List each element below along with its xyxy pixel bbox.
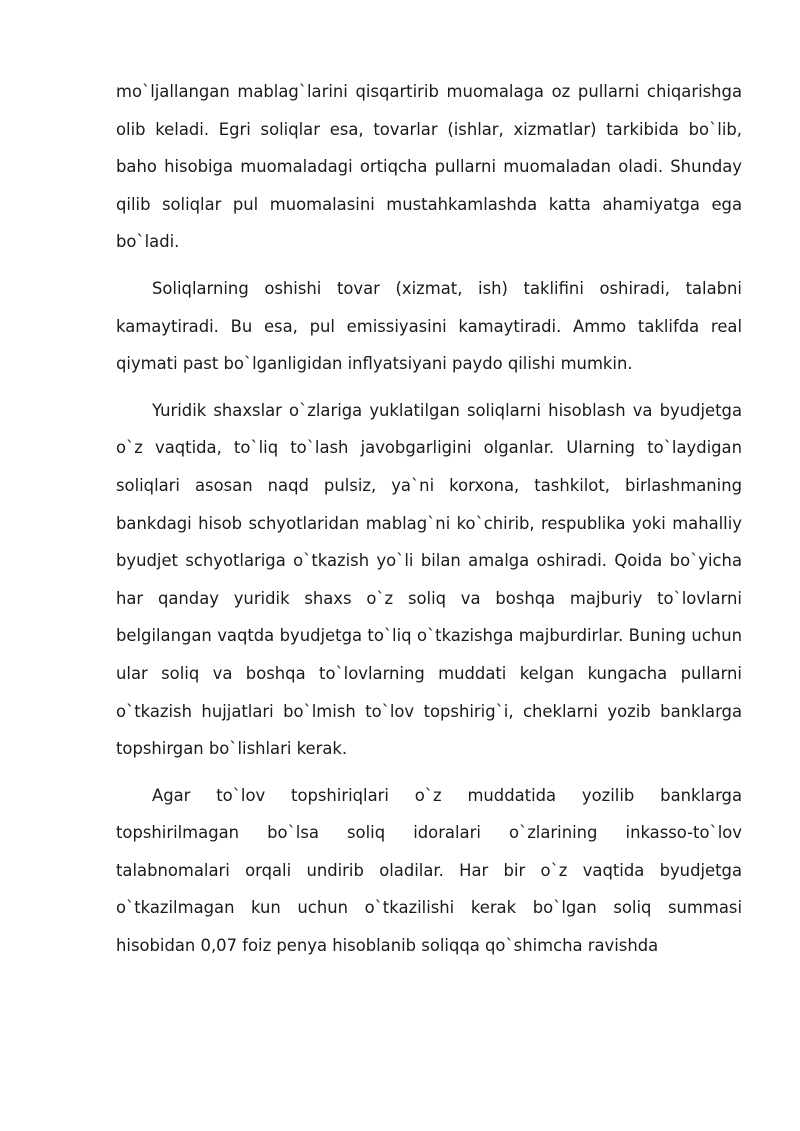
paragraph-2: Soliqlarning oshishi tovar (xizmat, ish) taklifini oshiradi, talabni kamaytiradi. Bu esa, pul emissiyasini kamaytiradi. Ammo taklifda real qiymati past bo`lganligidan inflyatsiyani paydo qilishi mumkin. xyxy=(116,278,742,374)
document-page xyxy=(116,73,742,974)
paragraph-4: Agar to`lov topshiriqlari o`z muddatida yozilib banklarga topshirilmagan bo`lsa soliq idoralari o`zlarining inkasso-to`lov talabnomalari orqali undirib oladilar. Har bir o`z vaqtida byudjetga o`tkazilmagan kun uchun o`tkazilishi kerak bo`lgan soliq summasi hisobidan 0,07 foiz penya hisoblanib soliqqa qo`shimcha ravishda xyxy=(116,785,742,956)
paragraph-3: Yuridik shaxslar o`zlariga yuklatilgan soliqlarni hisoblash va byudjetga o`z vaqtida, to`liq to`lash javobgarligini olganlar. Ularning to`laydigan soliqlari asosan naqd pulsiz, ya`ni korxona, tashkilot, birlashmaning bankdagi hisob schyotlaridan mablag`ni ko`chirib, respublika yoki mahalliy byudjet schyotlariga o`tkazish yo`li bilan amalga oshiradi. Qoida bo`yicha har qanday yuridik shaxs o`z soliq va boshqa majburiy to`lovlarni belgilangan vaqtda byudjetga to`liq o`tkazishga majburdirlar. Buning uchun ular soliq va boshqa to`lovlarning muddati kelgan kungacha pullarni o`tkazish hujjatlari bo`lmish to`lov topshirig`i, cheklarni yozib banklarga topshirgan bo`lishlari kerak. xyxy=(116,400,742,759)
paragraph-1: mo`ljallangan mablag`larini qisqartirib muomalaga oz pullarni chiqarishga olib keladi. Egri soliqlar esa, tovarlar (ishlar, xizmatlar) tarkibida bo`lib, baho hisobiga muomaladagi ortiqcha pullarni muomaladan oladi. Shunday qilib soliqlar pul muomalasini mustahkamlashda katta ahamiyatga ega bo`ladi. xyxy=(116,82,742,252)
